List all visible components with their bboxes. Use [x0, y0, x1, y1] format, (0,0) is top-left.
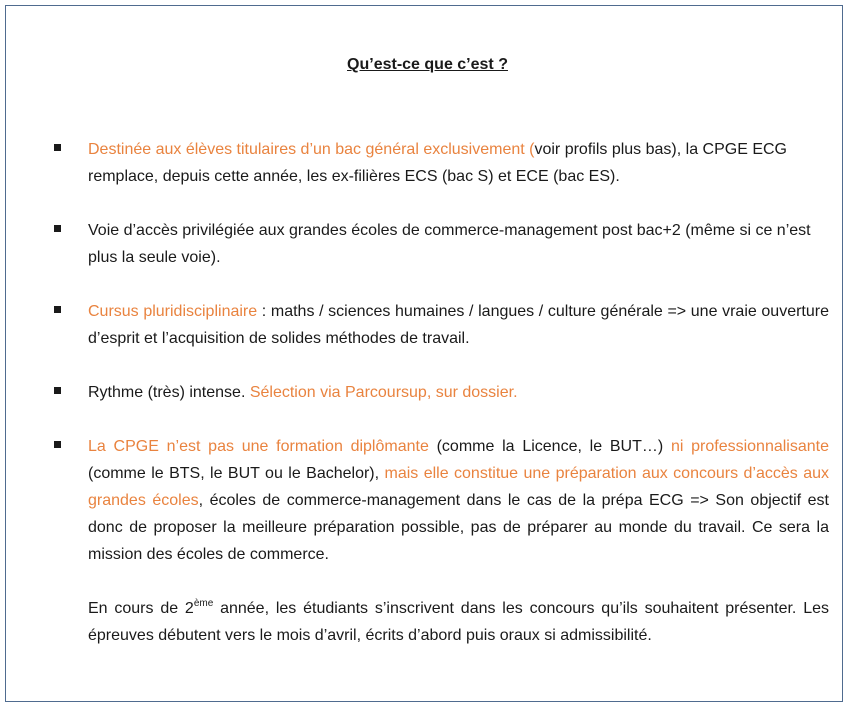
purpose-highlight-2: ni professionnalisante [670, 438, 830, 455]
bullet-item-purpose [88, 433, 829, 568]
page-title: Qu’est-ce que c’est ? [347, 56, 508, 73]
access-text: Voie d’accès privilégiée aux grandes écoles de commerce-management post bac+2 (même si ce n’est plus la seule voie). [88, 222, 811, 266]
eligibility-text: voir profils plus bas), la CPGE ECG remplace, depuis cette année, les ex-filières ECS (bac S) et ECE (bac ES). [88, 141, 787, 185]
bullet-item-access [88, 217, 829, 271]
purpose-highlight-3: mais elle constitue une préparation aux concours d’accès aux grandes écoles [88, 465, 829, 509]
purpose-text-3: , écoles de commerce-management dans le cas de la prépa ECG => Son objectif est donc de proposer la meilleure préparation possible, pas de préparer au monde du travail. Ce sera la mission des écoles de commerce. [88, 492, 830, 563]
bullet-marker [54, 225, 61, 232]
purpose-text-2: (comme le BTS, le BUT ou le Bachelor), [88, 465, 385, 482]
eligibility-highlight: Destinée aux élèves titulaires d’un bac général exclusivement ( [88, 141, 535, 158]
bullet-item-eligibility [88, 136, 829, 190]
bullet-item-rhythm [88, 379, 829, 406]
purpose-text-1: (comme la Licence, le BUT…) [428, 438, 671, 455]
rhythm-text: Rythme (très) intense. [88, 384, 250, 401]
selection-highlight: Sélection via Parcoursup, sur dossier. [249, 384, 518, 401]
bullet-marker [54, 144, 61, 151]
bullet-item-curriculum [88, 298, 829, 352]
ordinal-superscript: ème [193, 598, 214, 609]
bullet-marker [54, 441, 61, 448]
curriculum-text: : maths / sciences humaines / langues / culture générale => une vraie ouverture d’esprit et l’acquisition de solides méthodes de travail. [88, 303, 830, 347]
bullet-marker [54, 306, 61, 313]
closing-text-start: En cours de 2 [88, 600, 194, 617]
curriculum-highlight: Cursus pluridisciplinaire [88, 303, 258, 320]
bullet-marker [54, 387, 61, 394]
closing-paragraph [88, 595, 829, 649]
purpose-highlight-1: La CPGE n’est pas une formation diplômante [88, 438, 429, 455]
closing-text-end: année, les étudiants s’inscrivent dans les concours qu’ils souhaitent présenter. Les épreuves débutent vers le mois d’avril, écrits d’abord puis oraux si admissibilité. [88, 600, 829, 644]
